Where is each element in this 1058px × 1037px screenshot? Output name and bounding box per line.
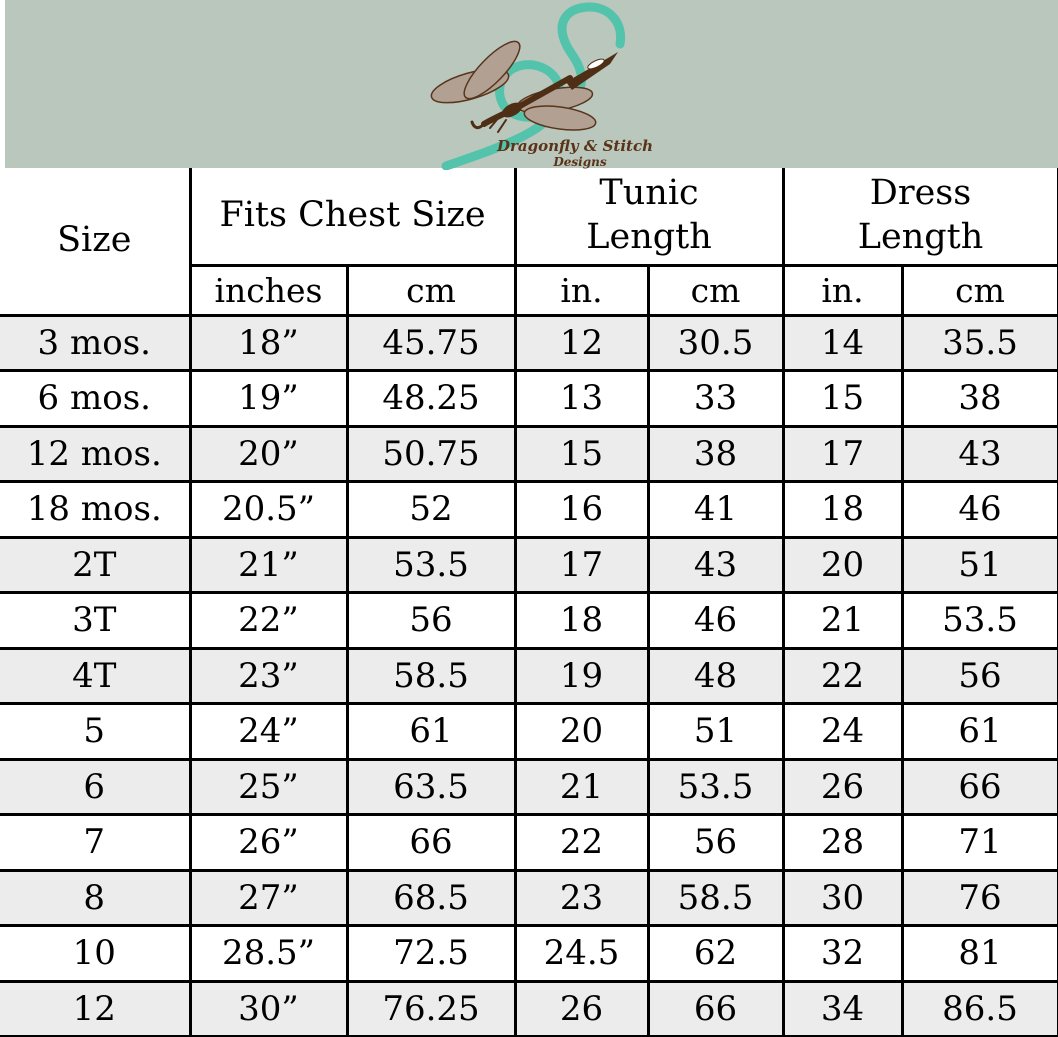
cell-chest-inches: 25” xyxy=(190,759,347,815)
cell-chest-inches: 30” xyxy=(190,981,347,1037)
cell-dress-inches: 32 xyxy=(783,926,902,982)
cell-dress-cm: 76 xyxy=(902,870,1058,926)
cell-dress-cm: 35.5 xyxy=(902,315,1058,371)
cell-dress-inches: 28 xyxy=(783,815,902,871)
cell-size: 12 mos. xyxy=(0,426,190,482)
size-column-header: Size xyxy=(0,168,190,315)
cell-dress-inches: 34 xyxy=(783,981,902,1037)
table-row xyxy=(0,926,1058,982)
cell-dress-inches: 21 xyxy=(783,593,902,649)
cell-tunic-cm: 66 xyxy=(648,981,783,1037)
cell-chest-cm: 76.25 xyxy=(347,981,515,1037)
cell-tunic-inches: 23 xyxy=(515,870,648,926)
cell-chest-inches: 23” xyxy=(190,648,347,704)
cell-dress-inches: 26 xyxy=(783,759,902,815)
brand-name: Dragonfly & Stitch xyxy=(496,137,654,155)
cell-dress-cm: 38 xyxy=(902,371,1058,427)
header-group-row xyxy=(0,168,1058,265)
cell-dress-cm: 66 xyxy=(902,759,1058,815)
cell-tunic-inches: 21 xyxy=(515,759,648,815)
cell-tunic-inches: 18 xyxy=(515,593,648,649)
dragonfly-stitch-logo xyxy=(420,0,660,170)
table-row xyxy=(0,981,1058,1037)
cell-chest-inches: 20.5” xyxy=(190,482,347,538)
cell-chest-inches: 22” xyxy=(190,593,347,649)
cell-chest-cm: 56 xyxy=(347,593,515,649)
tunic-group-header xyxy=(515,168,783,265)
cell-dress-inches: 14 xyxy=(783,315,902,371)
cell-size: 7 xyxy=(0,815,190,871)
cell-dress-cm: 53.5 xyxy=(902,593,1058,649)
cell-chest-cm: 50.75 xyxy=(347,426,515,482)
cell-dress-cm: 61 xyxy=(902,704,1058,760)
cell-tunic-cm: 38 xyxy=(648,426,783,482)
cell-chest-cm: 68.5 xyxy=(347,870,515,926)
cell-size: 6 mos. xyxy=(0,371,190,427)
brand-banner xyxy=(5,0,1058,168)
cell-size: 4T xyxy=(0,648,190,704)
cell-dress-cm: 86.5 xyxy=(902,981,1058,1037)
cell-tunic-cm: 51 xyxy=(648,704,783,760)
size-chart-body xyxy=(0,315,1058,1037)
cell-dress-cm: 51 xyxy=(902,537,1058,593)
cell-tunic-cm: 33 xyxy=(648,371,783,427)
dress-group-header xyxy=(783,168,1058,265)
cell-size: 12 xyxy=(0,981,190,1037)
dress-inches-header: in. xyxy=(783,265,902,315)
cell-dress-inches: 15 xyxy=(783,371,902,427)
cell-chest-inches: 20” xyxy=(190,426,347,482)
cell-tunic-inches: 19 xyxy=(515,648,648,704)
cell-size: 3T xyxy=(0,593,190,649)
cell-chest-cm: 61 xyxy=(347,704,515,760)
dress-group-label: Dress Length xyxy=(857,173,984,257)
chest-group-header: Fits Chest Size xyxy=(190,168,515,265)
table-row xyxy=(0,537,1058,593)
cell-tunic-inches: 12 xyxy=(515,315,648,371)
cell-dress-cm: 81 xyxy=(902,926,1058,982)
cell-chest-cm: 58.5 xyxy=(347,648,515,704)
cell-chest-inches: 26” xyxy=(190,815,347,871)
cell-size: 2T xyxy=(0,537,190,593)
cell-chest-inches: 19” xyxy=(190,371,347,427)
size-chart-table xyxy=(0,168,1058,1037)
cell-chest-inches: 27” xyxy=(190,870,347,926)
cell-chest-inches: 28.5” xyxy=(190,926,347,982)
cell-tunic-cm: 43 xyxy=(648,537,783,593)
cell-size: 3 mos. xyxy=(0,315,190,371)
cell-chest-cm: 53.5 xyxy=(347,537,515,593)
chest-cm-header: cm xyxy=(347,265,515,315)
cell-tunic-inches: 17 xyxy=(515,537,648,593)
table-row xyxy=(0,870,1058,926)
table-row xyxy=(0,759,1058,815)
cell-dress-cm: 43 xyxy=(902,426,1058,482)
cell-dress-cm: 56 xyxy=(902,648,1058,704)
cell-chest-cm: 66 xyxy=(347,815,515,871)
cell-tunic-cm: 56 xyxy=(648,815,783,871)
cell-chest-inches: 18” xyxy=(190,315,347,371)
cell-chest-cm: 45.75 xyxy=(347,315,515,371)
table-row xyxy=(0,426,1058,482)
cell-tunic-inches: 22 xyxy=(515,815,648,871)
table-row xyxy=(0,371,1058,427)
cell-tunic-cm: 46 xyxy=(648,593,783,649)
table-row xyxy=(0,482,1058,538)
cell-size: 8 xyxy=(0,870,190,926)
cell-tunic-inches: 24.5 xyxy=(515,926,648,982)
tunic-group-label: Tunic Length xyxy=(586,173,712,257)
cell-dress-inches: 20 xyxy=(783,537,902,593)
dress-cm-header: cm xyxy=(902,265,1058,315)
cell-dress-inches: 22 xyxy=(783,648,902,704)
cell-tunic-cm: 58.5 xyxy=(648,870,783,926)
cell-chest-cm: 48.25 xyxy=(347,371,515,427)
cell-chest-cm: 72.5 xyxy=(347,926,515,982)
cell-dress-inches: 24 xyxy=(783,704,902,760)
tunic-cm-header: cm xyxy=(648,265,783,315)
brand-subname: Designs xyxy=(553,155,607,169)
table-row xyxy=(0,648,1058,704)
cell-tunic-cm: 62 xyxy=(648,926,783,982)
cell-tunic-inches: 15 xyxy=(515,426,648,482)
cell-dress-inches: 30 xyxy=(783,870,902,926)
cell-size: 6 xyxy=(0,759,190,815)
cell-tunic-cm: 30.5 xyxy=(648,315,783,371)
cell-dress-cm: 71 xyxy=(902,815,1058,871)
cell-tunic-cm: 48 xyxy=(648,648,783,704)
table-row xyxy=(0,815,1058,871)
cell-tunic-inches: 26 xyxy=(515,981,648,1037)
table-row xyxy=(0,315,1058,371)
table-row xyxy=(0,593,1058,649)
tunic-inches-header: in. xyxy=(515,265,648,315)
cell-dress-cm: 46 xyxy=(902,482,1058,538)
cell-size: 18 mos. xyxy=(0,482,190,538)
chest-inches-header: inches xyxy=(190,265,347,315)
cell-tunic-inches: 13 xyxy=(515,371,648,427)
cell-tunic-cm: 41 xyxy=(648,482,783,538)
cell-tunic-inches: 16 xyxy=(515,482,648,538)
cell-chest-cm: 63.5 xyxy=(347,759,515,815)
cell-dress-inches: 18 xyxy=(783,482,902,538)
cell-chest-cm: 52 xyxy=(347,482,515,538)
cell-tunic-cm: 53.5 xyxy=(648,759,783,815)
cell-tunic-inches: 20 xyxy=(515,704,648,760)
cell-chest-inches: 21” xyxy=(190,537,347,593)
cell-dress-inches: 17 xyxy=(783,426,902,482)
cell-chest-inches: 24” xyxy=(190,704,347,760)
cell-size: 5 xyxy=(0,704,190,760)
cell-size: 10 xyxy=(0,926,190,982)
table-row xyxy=(0,704,1058,760)
